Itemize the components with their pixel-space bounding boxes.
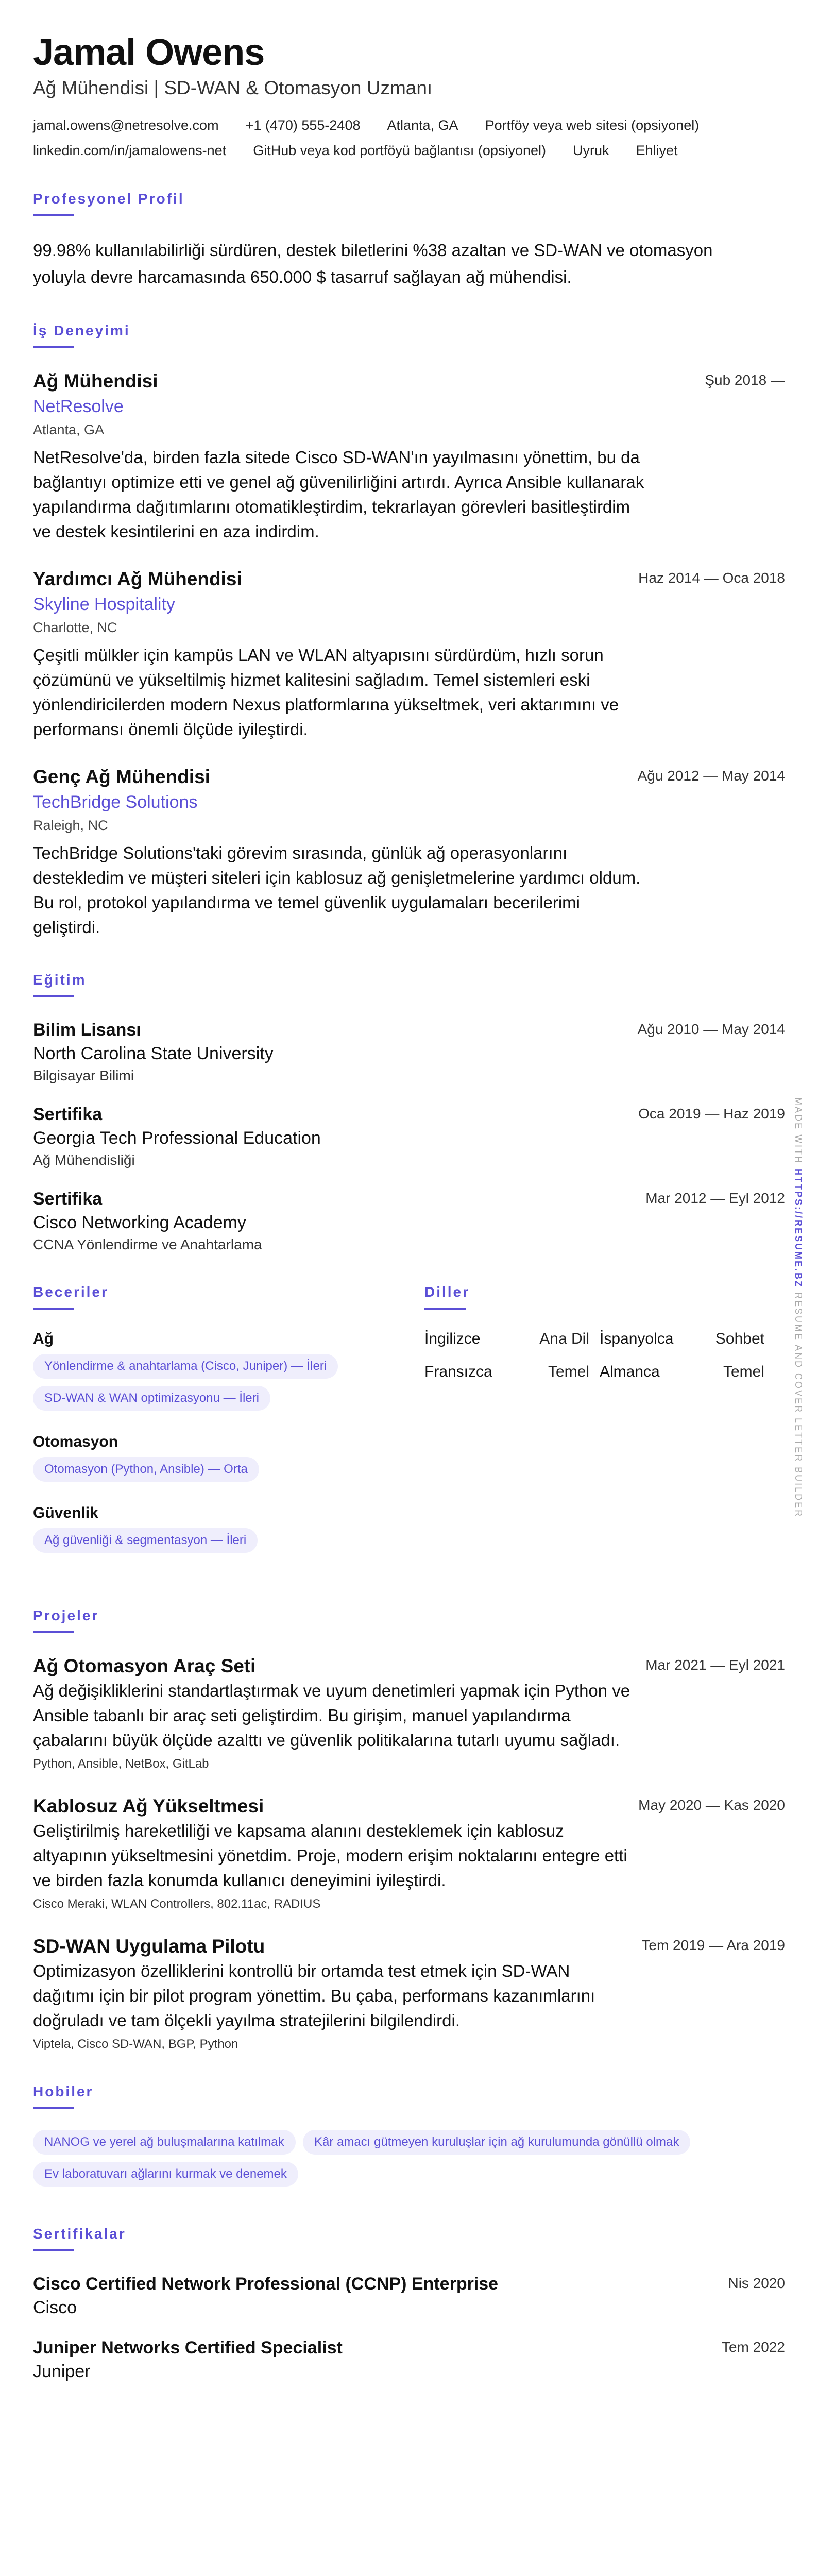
candidate-name: Jamal Owens bbox=[33, 32, 265, 73]
project-tags: Cisco Meraki, WLAN Controllers, 802.11ac, RADIUS bbox=[33, 1897, 321, 1911]
language-item bbox=[600, 1330, 775, 1348]
skill-group-name: Otomasyon bbox=[33, 1433, 118, 1450]
experience-entry bbox=[33, 765, 785, 940]
project-description: Optimizasyon özelliklerini kontrollü bir ortamda test etmek için SD-WAN dağıtımı için bir pilot program yönettim. Bu çaba, performans kazanımlarını doğruladı ve tam ölçekli yayılma stratejilerini bilgilendirdi. bbox=[33, 1961, 595, 2030]
project-entry bbox=[33, 1794, 785, 1911]
hobby-list bbox=[33, 2130, 785, 2194]
education-dates: Oca 2019 — Haz 2019 bbox=[638, 1106, 785, 1122]
education-entry bbox=[33, 1187, 785, 1255]
skill-group bbox=[33, 1330, 424, 1418]
project-description: Ağ değişikliklerini standartlaştırmak ve uyum denetimleri yapmak için Python ve Ansible tabanlı bir araç seti geliştirdim. Bu girişim, manuel yapılandırma çabalarını büyük ölçüde azalttı ve güvenlik politikalarına tutarlı uyumu sağladı. bbox=[33, 1681, 630, 1750]
job-dates: Şub 2018 — bbox=[705, 372, 785, 388]
contact-linkedin[interactable]: linkedin.com/in/jamalowens-net bbox=[33, 143, 227, 158]
job-company: NetResolve bbox=[33, 397, 124, 416]
section-rule bbox=[33, 2249, 74, 2251]
contact-nationality: Uyruk bbox=[573, 143, 609, 158]
field-of-study: Bilgisayar Bilimi bbox=[33, 1067, 134, 1083]
resume-page bbox=[33, 31, 785, 2400]
certification-issuer: Juniper bbox=[33, 2362, 91, 2381]
school: Georgia Tech Professional Education bbox=[33, 1128, 321, 1148]
section-rule bbox=[33, 2107, 74, 2109]
section-heading: Beceriler bbox=[33, 1284, 109, 1300]
field-of-study: CCNA Yönlendirme ve Anahtarlama bbox=[33, 1236, 262, 1252]
skill-group bbox=[33, 1504, 424, 1560]
language-item bbox=[600, 1363, 775, 1381]
language-name: Fransızca bbox=[424, 1363, 492, 1380]
job-title: Yardımcı Ağ Mühendisi bbox=[33, 568, 242, 589]
skill-group bbox=[33, 1433, 424, 1489]
project-entry bbox=[33, 1934, 785, 2052]
language-name: Almanca bbox=[600, 1363, 660, 1380]
job-location: Charlotte, NC bbox=[33, 620, 117, 635]
hobbies-section bbox=[33, 2083, 785, 2194]
credit-prefix: MADE WITH bbox=[793, 1097, 804, 1168]
job-description: Çeşitli mülkler için kampüs LAN ve WLAN altyapısını sürdürdüm, hızlı sorun çözümünü ve yükseltilmiş hizmet kalitesini sağladım. Temel sistemleri eski yönlendiricilerden modern Nexus platformlarına yükseltmek, veri aktarımını ve performansı önemli ölçüde iyileştirdi. bbox=[33, 646, 619, 739]
project-title: SD-WAN Uygulama Pilotu bbox=[33, 1936, 265, 1957]
skills-languages-row bbox=[33, 1284, 785, 1575]
education-section bbox=[33, 972, 785, 1255]
degree: Bilim Lisansı bbox=[33, 1020, 141, 1040]
skill-group-name: Güvenlik bbox=[33, 1504, 98, 1521]
job-title: Ağ Mühendisi bbox=[33, 370, 158, 392]
skill-chip: SD-WAN & WAN optimizasyonu — İleri bbox=[33, 1386, 270, 1411]
project-description: Geliştirilmiş hareketliliği ve kapsama alanını desteklemek için kablosuz altyapının yükseltmesini yönetdim. Proje, modern erişim noktalarını entegre etti ve birden fazla konumda kullanıcı deneyimini iyileştirdi. bbox=[33, 1821, 627, 1890]
section-rule bbox=[33, 214, 74, 216]
section-rule bbox=[424, 1308, 466, 1310]
section-heading: İş Deneyimi bbox=[33, 323, 130, 338]
job-description: NetResolve'da, birden fazla sitede Cisco SD-WAN'ın yayılmasını yönettim, bu da bağlantıyı optimize etti ve genel ağ güvenilirliğini artırdı. Ayrıca Ansible kullanarak yapılandırma dağıtımlarını otomatikleştirdim, tekrarlayan görevleri basitleştirdim ve destek kesintilerini en aza indirdim. bbox=[33, 448, 644, 541]
hobby-chip: Kâr amacı gütmeyen kuruluşlar için ağ kurulumunda gönüllü olmak bbox=[303, 2130, 690, 2155]
certification-issuer: Cisco bbox=[33, 2298, 77, 2317]
section-heading: Diller bbox=[424, 1284, 470, 1300]
certification-date: Tem 2022 bbox=[722, 2339, 785, 2355]
education-entry bbox=[33, 1103, 785, 1171]
certification-name: Juniper Networks Certified Specialist bbox=[33, 2338, 343, 2358]
hobby-chip: NANOG ve yerel ağ buluşmalarına katılmak bbox=[33, 2130, 296, 2155]
degree: Sertifika bbox=[33, 1189, 103, 1209]
project-dates: Mar 2021 — Eyl 2021 bbox=[645, 1657, 785, 1673]
project-dates: May 2020 — Kas 2020 bbox=[638, 1797, 785, 1813]
languages-section bbox=[424, 1284, 785, 1575]
skill-chip: Ağ güvenliği & segmentasyon — İleri bbox=[33, 1528, 258, 1553]
experience-section bbox=[33, 323, 785, 940]
project-title: Ağ Otomasyon Araç Seti bbox=[33, 1655, 256, 1676]
project-tags: Viptela, Cisco SD-WAN, BGP, Python bbox=[33, 2037, 238, 2051]
section-rule bbox=[33, 1631, 74, 1633]
job-title: Genç Ağ Mühendisi bbox=[33, 766, 210, 787]
language-list bbox=[424, 1330, 785, 1381]
skill-chip: Otomasyon (Python, Ansible) — Orta bbox=[33, 1457, 259, 1482]
language-item bbox=[424, 1363, 600, 1381]
skill-group-name: Ağ bbox=[33, 1330, 54, 1347]
job-dates: Haz 2014 — Oca 2018 bbox=[638, 570, 785, 586]
school: Cisco Networking Academy bbox=[33, 1213, 246, 1232]
language-name: İngilizce bbox=[424, 1330, 481, 1347]
language-item bbox=[424, 1330, 600, 1348]
candidate-title: Ağ Mühendisi | SD-WAN & Otomasyon Uzmanı bbox=[33, 77, 433, 98]
skills-section bbox=[33, 1284, 424, 1575]
certification-entry bbox=[33, 2336, 785, 2383]
degree: Sertifika bbox=[33, 1105, 103, 1124]
contact-list bbox=[33, 117, 785, 159]
section-heading: Sertifikalar bbox=[33, 2226, 126, 2242]
project-title: Kablosuz Ağ Yükseltmesi bbox=[33, 1795, 264, 1817]
certification-date: Nis 2020 bbox=[728, 2275, 785, 2291]
contact-location: Atlanta, GA bbox=[387, 117, 458, 133]
language-name: İspanyolca bbox=[600, 1330, 674, 1347]
job-location: Atlanta, GA bbox=[33, 422, 105, 437]
skill-chip: Yönlendirme & anahtarlama (Cisco, Juniper) — İleri bbox=[33, 1354, 338, 1379]
section-heading: Eğitim bbox=[33, 972, 87, 988]
section-heading: Projeler bbox=[33, 1607, 99, 1623]
contact-portfolio[interactable]: Portföy veya web sitesi (opsiyonel) bbox=[485, 117, 700, 133]
language-level: Sohbet bbox=[715, 1330, 764, 1347]
profile-summary: 99.98% kullanılabilirliği sürdüren, destek biletlerini %38 azaltan ve SD-WAN ve otomasyon yoluyla devre harcamasında 650.000 $ tasarruf sağlayan ağ mühendisi. bbox=[33, 241, 713, 286]
resume-header bbox=[33, 31, 785, 159]
contact-email[interactable]: jamal.owens@netresolve.com bbox=[33, 117, 219, 133]
education-dates: Mar 2012 — Eyl 2012 bbox=[645, 1190, 785, 1206]
section-heading: Profesyonel Profil bbox=[33, 191, 184, 207]
credit-suffix: RESUME AND COVER LETTER BUILDER bbox=[793, 1288, 804, 1518]
certification-name: Cisco Certified Network Professional (CCNP) Enterprise bbox=[33, 2274, 499, 2294]
projects-section bbox=[33, 1607, 785, 2052]
language-level: Temel bbox=[723, 1363, 764, 1380]
project-entry bbox=[33, 1654, 785, 1771]
education-dates: Ağu 2010 — May 2014 bbox=[637, 1021, 785, 1037]
contact-license: Ehliyet bbox=[636, 143, 678, 158]
experience-entry bbox=[33, 369, 785, 544]
language-level: Ana Dil bbox=[539, 1330, 589, 1347]
certifications-section bbox=[33, 2226, 785, 2383]
language-level: Temel bbox=[548, 1363, 589, 1380]
credit-link[interactable]: HTTPS://RESUME.BZ bbox=[793, 1168, 804, 1289]
section-rule bbox=[33, 995, 74, 997]
project-tags: Python, Ansible, NetBox, GitLab bbox=[33, 1757, 209, 1771]
hobby-chip: Ev laboratuvarı ağlarını kurmak ve denemek bbox=[33, 2162, 298, 2187]
section-rule bbox=[33, 1308, 74, 1310]
section-heading: Hobiler bbox=[33, 2083, 94, 2099]
job-company: TechBridge Solutions bbox=[33, 792, 198, 812]
certification-entry bbox=[33, 2272, 785, 2319]
project-dates: Tem 2019 — Ara 2019 bbox=[641, 1937, 785, 1953]
section-rule bbox=[33, 346, 74, 348]
contact-phone[interactable]: +1 (470) 555-2408 bbox=[245, 117, 361, 133]
contact-github[interactable]: GitHub veya kod portföyü bağlantısı (opsiyonel) bbox=[253, 143, 546, 158]
school: North Carolina State University bbox=[33, 1044, 274, 1063]
job-location: Raleigh, NC bbox=[33, 818, 108, 833]
education-entry bbox=[33, 1018, 785, 1086]
job-dates: Ağu 2012 — May 2014 bbox=[637, 768, 785, 784]
job-company: Skyline Hospitality bbox=[33, 595, 175, 614]
field-of-study: Ağ Mühendisliği bbox=[33, 1152, 135, 1168]
job-description: TechBridge Solutions'taki görevim sırasında, günlük ağ operasyonlarını destekledim ve müşteri siteleri için kablosuz ağ genişletmelerine yardımcı oldum. Bu rol, protokol yapılandırma ve temel güvenlik uygulamaları becerilerimi geliştirdi. bbox=[33, 843, 641, 937]
experience-entry bbox=[33, 567, 785, 742]
profile-section bbox=[33, 191, 785, 291]
builder-credit bbox=[793, 1097, 804, 1518]
